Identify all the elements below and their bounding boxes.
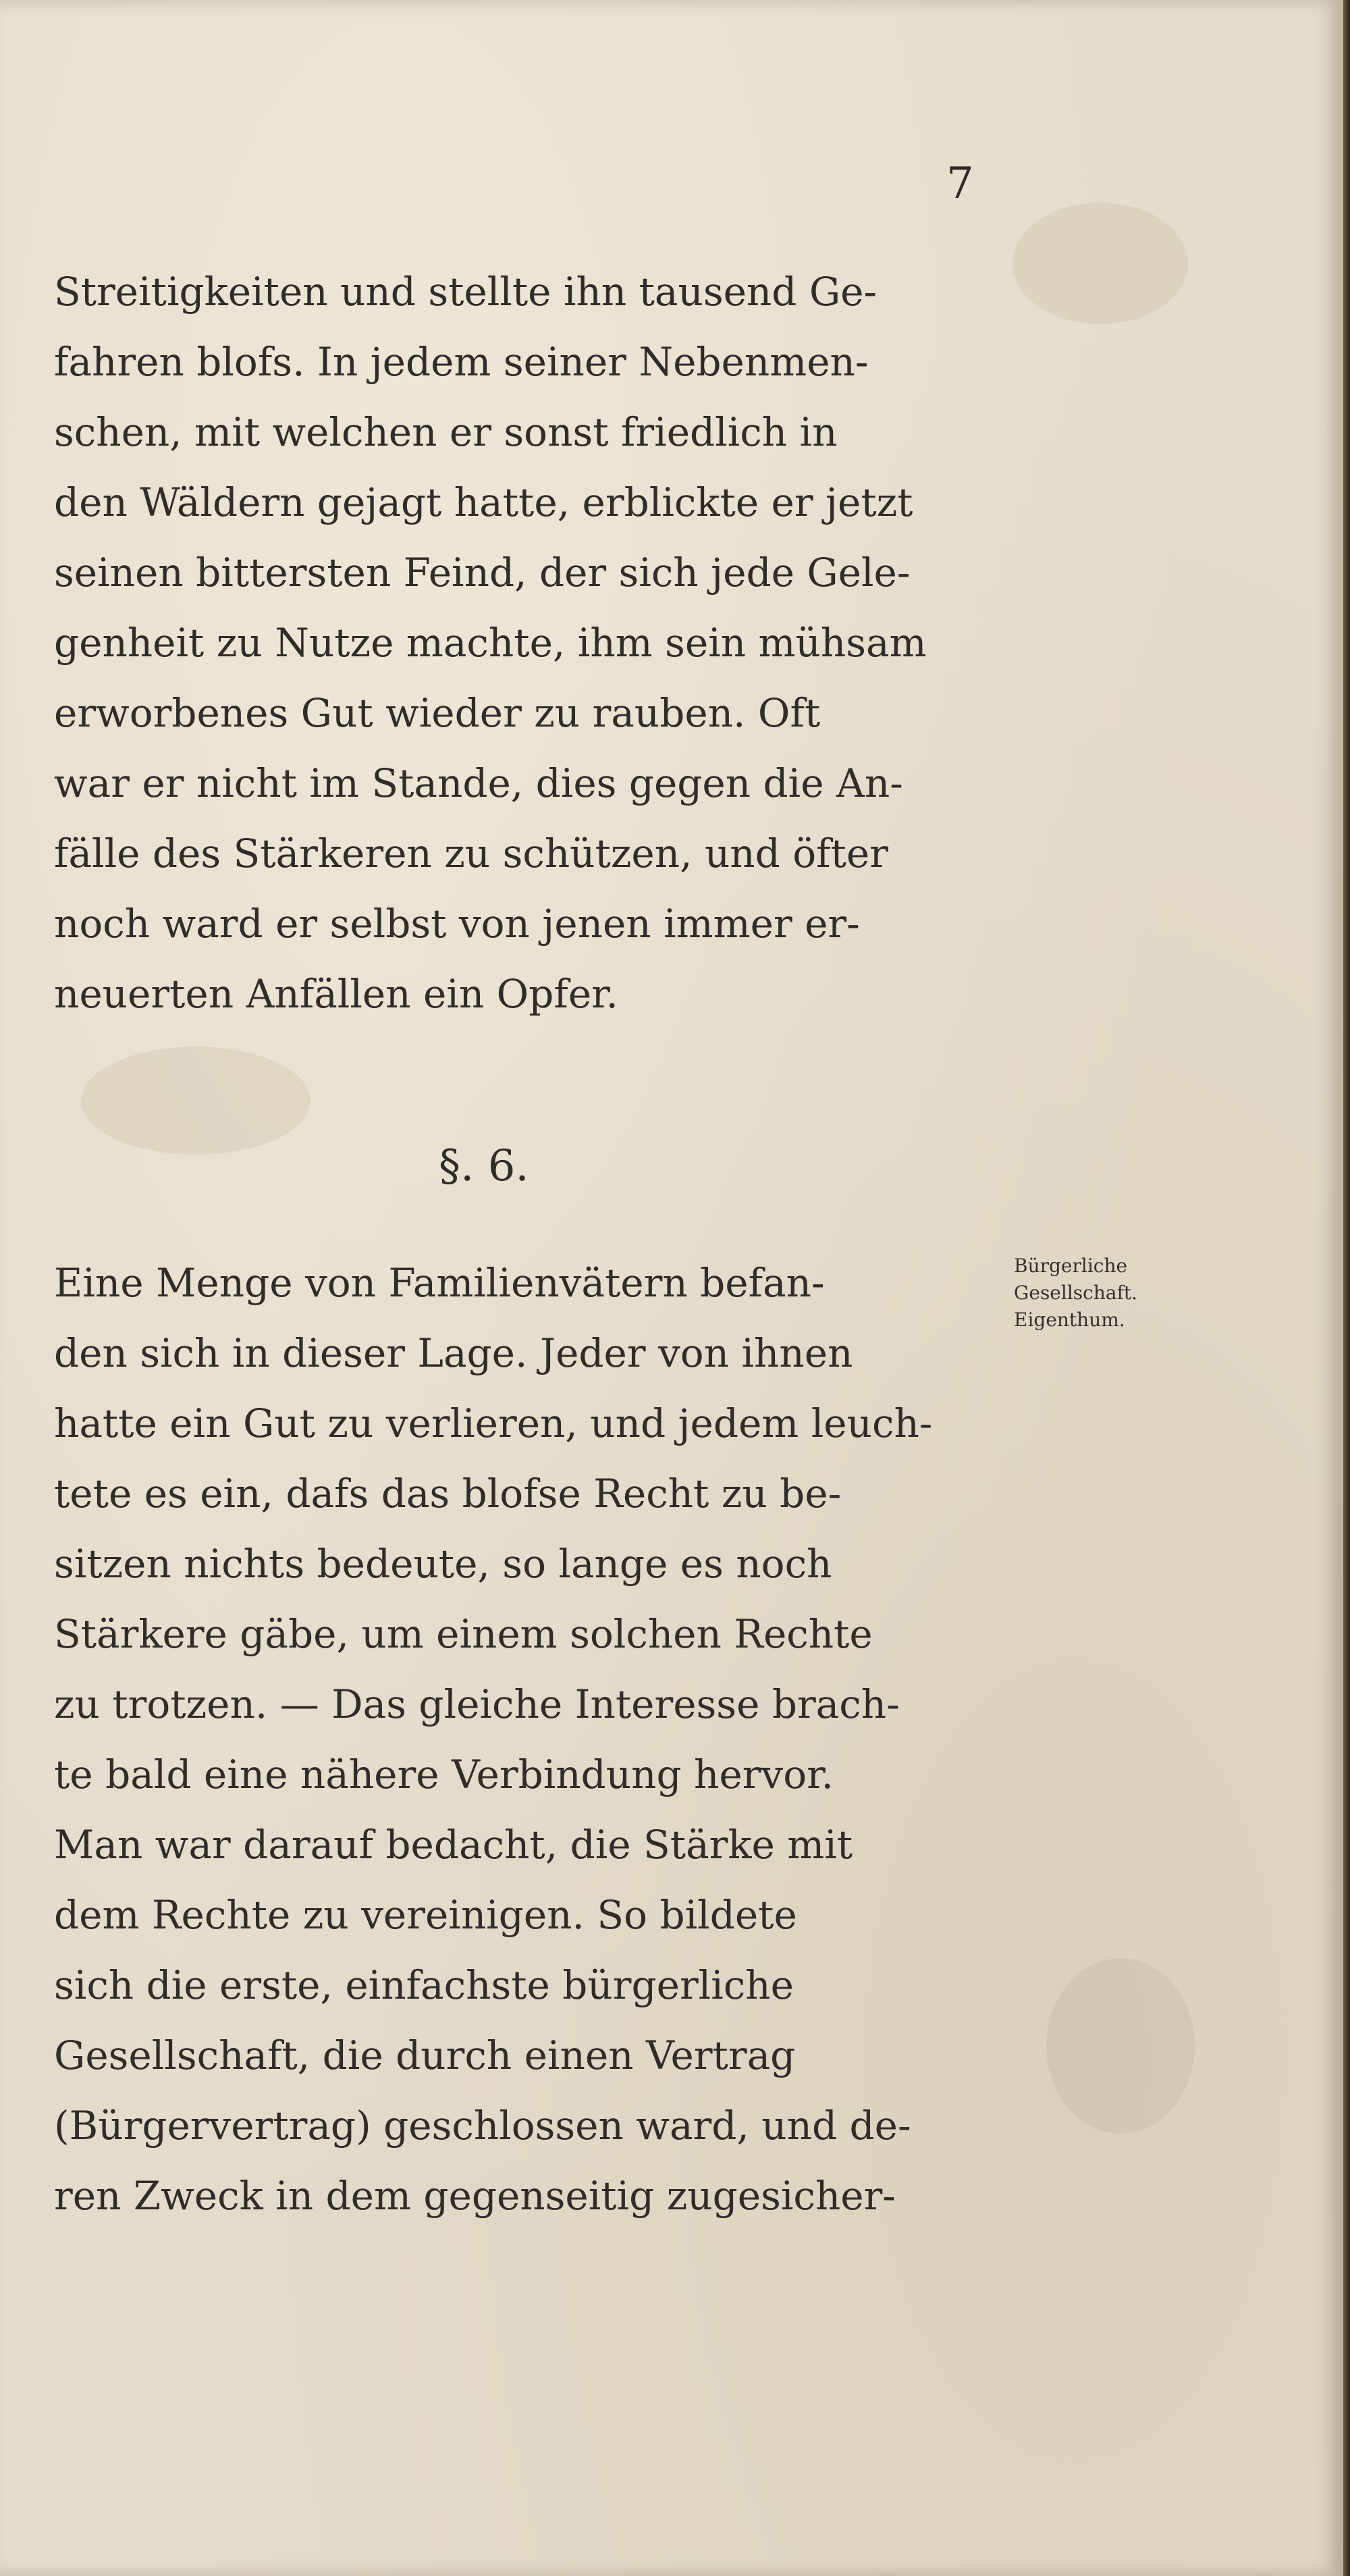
paper-stain [81,1047,310,1155]
paper-stain [1013,203,1188,324]
marginal-note: Bürgerliche Gesellschaft. Eigenthum. [1014,1255,1138,1331]
paper-stain [1046,1958,1195,2134]
paragraph-2: Eine Menge von Familienvätern befan- den sich in dieser Lage. Jeder von ihnen hatte ein Gut zu verlieren, und jedem leuch- tete es ein, dafs das blofse Recht zu be- sitzen nichts bedeute, so lange es noch Stärkere gäbe, um einem solchen Rechte zu trotzen. — Das gleiche Interesse brach- te bald eine nähere Verbindung hervor. Man war darauf bedacht, die Stärke mit dem Rechte zu vereinigen. So bildete sich die erste, einfachste bürgerliche Gesellschaft, die durch einen Vertrag (Bürgervertrag) geschlossen ward, und de- ren Zweck in dem gegenseitig zugesicher- [54,1260,933,2219]
page-number: 7 [946,159,974,209]
page-edge [1343,0,1350,2576]
paragraph-1: Streitigkeiten und stellte ihn tausend Ge- fahren blofs. In jedem seiner Nebenmen- schen, mit welchen er sonst friedlich in den Wäldern gejagt hatte, erblickte er jetzt seinen bittersten Feind, der sich jede Gele- genheit zu Nutze machte, ihm sein mühsam erworbenes Gut wieder zu rauben. Oft war er nicht im Stande, dies gegen die An- fälle des Stärkeren zu schützen, und öfter noch ward er selbst von jenen immer er- neuerten Anfällen ein Opfer. [54,269,927,1017]
section-heading: §. 6. [439,1141,529,1191]
